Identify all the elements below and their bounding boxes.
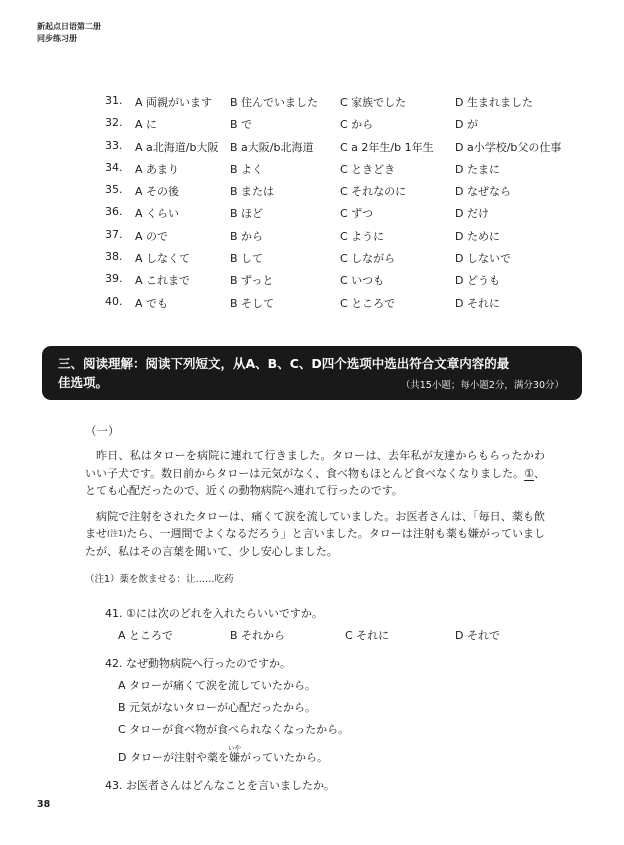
option-c: C ところで — [340, 296, 396, 310]
option-b: B ほど — [230, 207, 264, 221]
question-number: 36. — [105, 205, 123, 219]
option-d: D だけ — [455, 207, 489, 221]
question-number: 37. — [105, 227, 123, 241]
reading-questions — [105, 606, 570, 800]
cloze-row-36 — [105, 205, 575, 227]
option-d: D たまに — [455, 162, 500, 176]
option-c: C ずつ — [340, 207, 374, 221]
question-41-stem: 41. ①には次のどれを入れたらいいですか。 — [105, 607, 323, 620]
question-number: 33. — [105, 138, 123, 152]
question-number: 38. — [105, 250, 123, 264]
furigana-text: いや — [227, 744, 241, 752]
option-c: C ときどき — [340, 162, 396, 176]
question-42-option-c: C タローが食べ物が食べられなくなったから。 — [118, 723, 350, 736]
option-c: C 家族でした — [340, 96, 407, 109]
passage-paragraph-2 — [85, 508, 545, 561]
option-a: A あまり — [135, 162, 180, 176]
page-number: 38 — [37, 799, 51, 810]
question-42-stem: 42. なぜ動物病院へ行ったのですか。 — [105, 657, 291, 670]
option-d: D それで — [455, 629, 500, 642]
option-a: A その後 — [135, 185, 180, 199]
option-a: A a北海道/b大阪 — [135, 140, 219, 154]
option-d: D ために — [455, 229, 500, 243]
option-d: D どうも — [455, 274, 500, 288]
book-series-title: 新起点日语第二册 — [37, 22, 101, 31]
question-number: 32. — [105, 116, 123, 130]
cloze-row-31 — [105, 94, 575, 116]
question-42-option-b: B 元気がないタローが心配だったから。 — [118, 701, 317, 714]
question-number: 31. — [105, 94, 123, 107]
option-b: B a大阪/b北海道 — [230, 140, 314, 154]
passage-paragraph-1 — [85, 447, 545, 500]
question-number: 39. — [105, 272, 123, 286]
cloze-row-40 — [105, 295, 575, 317]
furigana-annotation — [227, 744, 241, 764]
option-a: A これまで — [135, 274, 191, 288]
cloze-row-34 — [105, 161, 575, 183]
option-a: A でも — [135, 296, 169, 310]
option-b: B または — [230, 185, 275, 199]
reading-part-label: （一） — [85, 424, 120, 438]
furigana-base: 嫌 — [227, 751, 241, 764]
option-d: D しないで — [455, 252, 511, 266]
option-c: C それに — [345, 629, 390, 642]
footnote-reference: (注1) — [107, 529, 127, 539]
footnote-definition: （注1）薬を飲ませる：让……吃药 — [85, 573, 234, 585]
option-d: D a小学校/b父の仕事 — [455, 140, 562, 154]
option-a: A しなくて — [135, 252, 191, 266]
paragraph-1-text: 昨日、私はタローを病院に連れて行きました。タローは、去年私が友達からもらったかわいい子犬です。数日前からタローは元気がなく、食べ物もほとんど食べなくなりました。 — [85, 449, 545, 480]
question-number: 35. — [105, 183, 123, 197]
question-number: 40. — [105, 294, 123, 308]
running-head — [37, 21, 101, 45]
cloze-options-table — [105, 94, 575, 317]
paragraph-2-text-after-ref: たら、一週間でよくなるだろう」と言いました。タローは注射も薬も嫌がっていましたが、私はその言葉を聞いて、少し安心しました。 — [85, 527, 545, 558]
option-c: C いつも — [340, 274, 385, 288]
option-b: B ずっと — [230, 274, 274, 288]
option-c: C しながら — [340, 252, 396, 266]
option-c: C それなのに — [340, 185, 407, 199]
option-a: A に — [135, 118, 158, 132]
option-a: A くらい — [135, 207, 180, 221]
cloze-row-37 — [105, 228, 575, 250]
option-a: A ので — [135, 229, 169, 243]
option-b: B 住んでいました — [230, 96, 319, 109]
cloze-row-32 — [105, 116, 575, 138]
question-41-options — [105, 628, 570, 644]
option-d: D それに — [455, 296, 500, 310]
question-number: 34. — [105, 160, 123, 174]
option-b: B で — [230, 118, 253, 132]
option-d: D なぜなら — [455, 185, 511, 199]
question-42-option-d — [105, 744, 570, 766]
section-title: 三、阅读理解：阅读下列短文，从A、B、C、D四个选项中选出符合文章内容的最佳选项。 — [58, 356, 510, 390]
cloze-row-38 — [105, 250, 575, 272]
option-b: B それから — [230, 629, 286, 642]
option-b: B よく — [230, 162, 264, 176]
option-c: C a 2年生/b 1年生 — [340, 140, 434, 154]
option-d-text-after: がっていたから。 — [239, 751, 328, 764]
paragraph-1-text-after-blank: 、とても心配だったので、近くの動物病院へ連れて行ったのです。 — [85, 466, 545, 498]
option-a: A 両親がいます — [135, 96, 213, 109]
section-banner — [42, 346, 582, 400]
cloze-row-39 — [105, 272, 575, 294]
reading-passage — [85, 447, 545, 588]
question-43-stem: 43. お医者さんはどんなことを言いましたか。 — [105, 779, 335, 792]
option-d: D が — [455, 118, 478, 132]
cloze-row-35 — [105, 183, 575, 205]
option-b: B から — [230, 229, 264, 243]
blank-marker-1: ① — [524, 466, 534, 480]
option-c: C ように — [340, 229, 385, 243]
option-a: A ところで — [118, 629, 173, 642]
option-c: C から — [340, 118, 374, 132]
section-score-note: （共15小题；每小题2分，满分30分） — [400, 380, 564, 391]
option-b: B そして — [230, 296, 275, 310]
paragraph-2-text: 病院で注射をされたタローは、痛くて涙を流していました。お医者さんは、「毎日、薬も飲ませ — [85, 509, 545, 541]
cloze-row-33 — [105, 139, 575, 161]
option-d: D 生まれました — [455, 96, 533, 109]
option-d-text: D タローが注射や薬を — [118, 751, 229, 764]
question-42-option-a: A タローが痛くて涙を流していたから。 — [118, 679, 317, 692]
option-b: B して — [230, 252, 264, 266]
book-subtitle: 同步练习册 — [37, 34, 77, 43]
